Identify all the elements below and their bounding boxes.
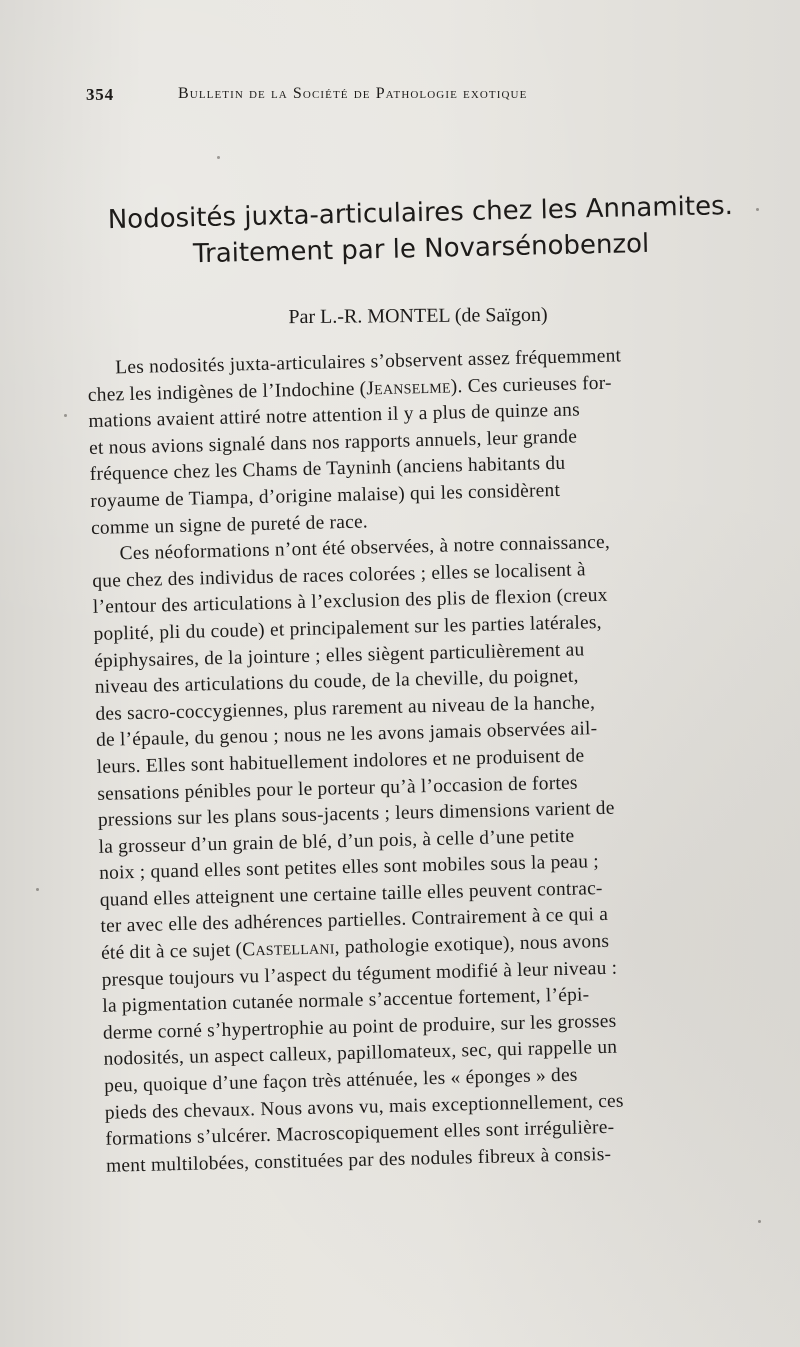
article-title — [70, 187, 771, 275]
body-line: presque toujours vu l’aspect du tégument modifié à leur niveau : — [101, 957, 618, 991]
body-line: nodosités, un aspect calleux, papillomateux, sec, qui rappelle un — [103, 1037, 618, 1071]
body-line: formations s’ulcérer. Macroscopiquement elles sont irrégulière- — [105, 1117, 615, 1150]
body-line: la grosseur d’un grain de blé, d’un pois, à celle d’une petite — [98, 825, 575, 858]
author-reference-jeanselme: Jeanselme — [366, 376, 452, 400]
body-line: niveau des articulations du coude, de la cheville, du poignet, — [94, 665, 579, 699]
scan-speck — [758, 1220, 761, 1223]
body-line: Les nodosités juxta-articulaires s’observent assez fréquemment — [115, 345, 622, 379]
body-line: des sacro-coccygiennes, plus rarement au niveau de la hanche, — [95, 691, 596, 725]
body-line-segment: ). Ces curieuses for- — [450, 372, 613, 398]
body-line: la pigmentation cutanée normale s’accentue fortement, l’épi- — [102, 984, 590, 1018]
body-line-segment: chez les indigènes de l’Indochine ( — [87, 378, 367, 406]
body-line: pieds des chevaux. Nous avons vu, mais exceptionnellement, ces — [104, 1090, 624, 1124]
scan-speck — [36, 888, 39, 891]
running-header — [86, 84, 646, 110]
article-body — [87, 340, 786, 1180]
body-line: poplité, pli du coude) et principalement sur les parties latérales, — [93, 611, 603, 645]
body-line: royaume de Tiampa, d’origine malaise) qui les considèrent — [90, 479, 561, 512]
body-line: fréquence chez les Chams de Tayninh (anciens habitants du — [89, 453, 566, 486]
body-line: noix ; quand elles sont petites elles sont mobiles sous la peau ; — [98, 851, 600, 885]
body-line: que chez des individus de races colorées ; elles se localisent à — [92, 559, 587, 592]
body-line: sensations pénibles pour le porteur qu’à l’occasion de fortes — [97, 772, 578, 805]
article-title-line-2: Traitement par le Novarsénobenzol — [192, 228, 650, 270]
body-line: comme un signe de pureté de race. — [90, 510, 369, 539]
body-line: ment multilobées, constituées par des nodules fibreux à consis- — [105, 1143, 612, 1177]
body-line: peu, quoique d’une façon très atténuée, les « éponges » des — [103, 1064, 578, 1097]
page-number: 354 — [86, 85, 114, 104]
article-title-line-1: Nodosités juxta-articulaires chez les Annamites. — [107, 190, 734, 236]
body-line: Ces néoformations n’ont été observées, à notre connaissance, — [119, 531, 611, 565]
body-line: épiphysaires, de la jointure ; elles siègent particulièrement au — [93, 638, 585, 672]
body-line: pressions sur les plans sous-jacents ; leurs dimensions varient de — [97, 797, 615, 831]
body-line-segment: été dit à ce sujet ( — [100, 939, 243, 964]
scan-speck — [756, 208, 759, 211]
author-reference-castellani: Castellani — [242, 937, 335, 961]
author-line: Par L.-R. MONTEL (de Saïgon) — [288, 303, 548, 329]
body-line: mations avaient attiré notre attention il y a plus de quinze ans — [88, 399, 581, 433]
body-line: derme corné s’hypertrophie au point de produire, sur les grosses — [102, 1010, 617, 1044]
body-line: de l’épaule, du genou ; nous ne les avons jamais observées ail- — [95, 718, 598, 752]
journal-title: Bulletin de la Société de Pathologie exotique — [178, 85, 528, 102]
body-line: et nous avions signalé dans nos rapports annuels, leur grande — [88, 426, 578, 459]
body-line-segment: , pathologie exotique), nous avons — [334, 930, 610, 959]
body-line: quand elles atteignent une certaine taille elles peuvent contrac- — [99, 877, 603, 911]
body-line: ter avec elle des adhérences partielles. Contrairement à ce qui a — [100, 904, 609, 938]
body-line: leurs. Elles sont habituellement indolores et ne produisent de — [96, 745, 585, 778]
scan-speck — [64, 414, 67, 417]
body-line: l’entour des articulations à l’exclusion des plis de flexion (creux — [92, 585, 608, 619]
scan-speck — [217, 156, 220, 159]
